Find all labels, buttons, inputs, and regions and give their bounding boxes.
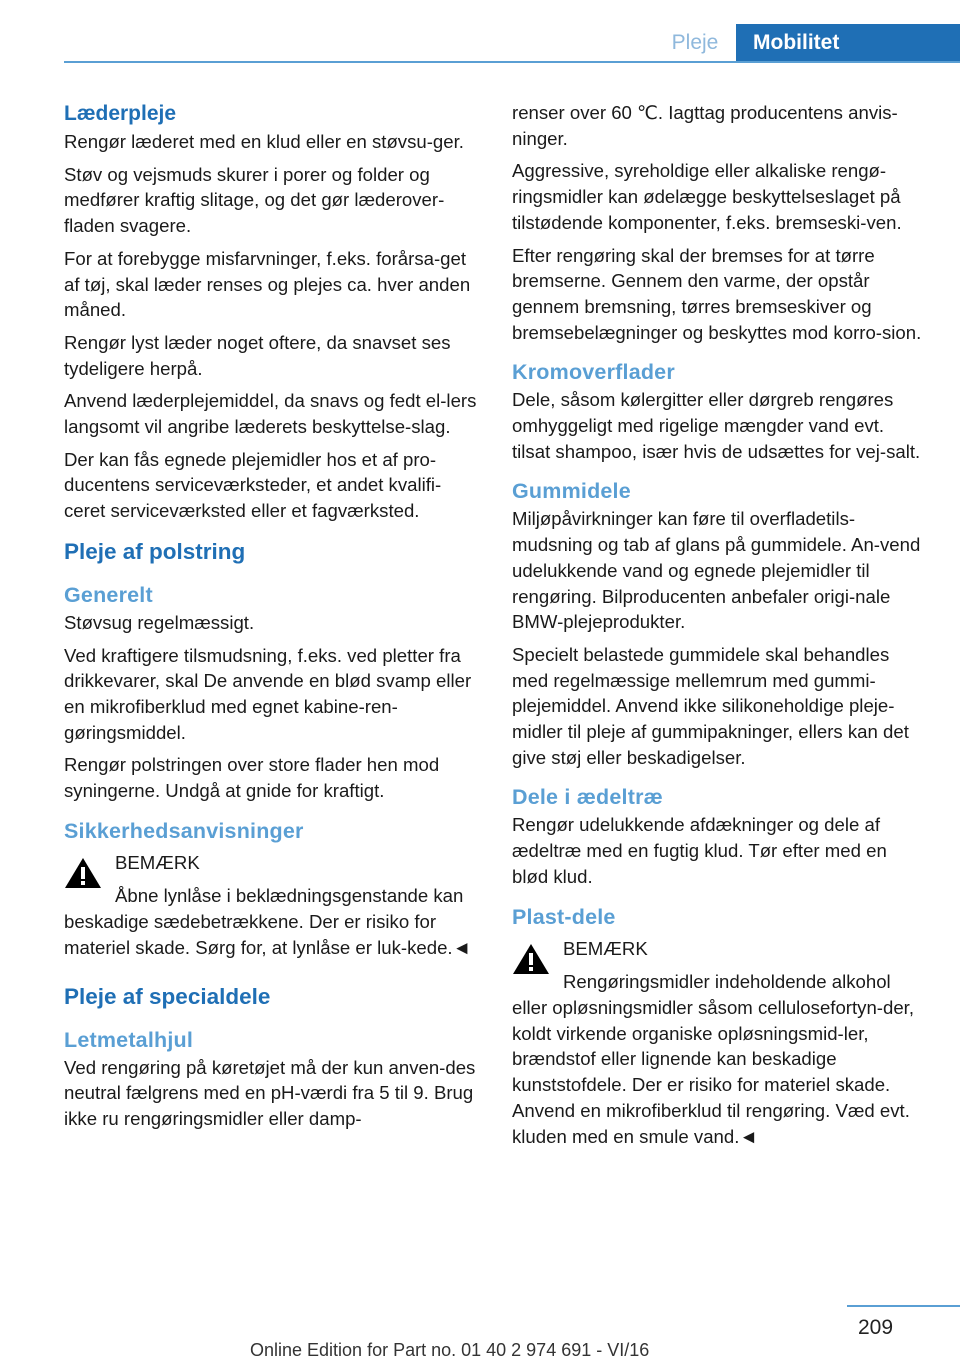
paragraph: Aggressive, syreholdige eller alkaliske rengø-ringsmidler kan ødelægge beskyttelseslaget på tilstødende komponenter, f.eks. bremseski-ven. bbox=[512, 160, 902, 233]
right-column bbox=[512, 100, 926, 1149]
paragraph: Der kan fås egnede plejemidler hos et af pro-ducentens serviceværksteder, et andet kvalifi-ceret serviceværksted eller et fagværksted. bbox=[64, 448, 442, 522]
warning-title: BEMÆRK bbox=[563, 937, 648, 959]
section-title-specialdele: Pleje af specialdele bbox=[64, 983, 271, 1009]
left-column bbox=[64, 100, 480, 1139]
paragraph: Specielt belastede gummidele skal behandles med regelmæssige mellemrum med gummi-plejemiddel. Anvend ikke silikoneholdige pleje-midler til pleje af gummipakninger, ellers kan det give støj eller beskadigelser. bbox=[512, 643, 909, 768]
subsection-title-plast: Plast-dele bbox=[512, 904, 616, 929]
paragraph: Dele, såsom kølergitter eller dørgreb rengøres omhyggeligt med rigelige mængder vand evt. tilsat shampoo, især hvis de udsættes for vej-salt. bbox=[512, 389, 921, 462]
paragraph: Rengør lyst læder noget oftere, da snavset ses tydeligere herpå. bbox=[64, 331, 451, 379]
tab-mobilitet[interactable]: Mobilitet bbox=[736, 24, 960, 61]
subsection-title-gummidele: Gummidele bbox=[512, 479, 631, 504]
paragraph: Rengør læderet med en klud eller en støvsu-ger. bbox=[64, 131, 464, 152]
warning-box bbox=[64, 850, 480, 961]
warning-text: Rengøringsmidler indeholdende alkohol eller opløsningsmidler såsom cellulosefortyn-der, koldt virkende organiske opløsningsmid-ler, brændstof eller lignende kan beskadige kunststofdele. Der er risiko for materiel skade. Anvend en mikrofiberklud til rengøring. Væd evt. kluden med en smule vand.◄ bbox=[512, 971, 914, 1147]
subsection-title-letmetalhjul: Letmetalhjul bbox=[64, 1027, 194, 1052]
warning-text: Åbne lynlåse i beklædningsgenstande kan beskadige sædebetrækkene. Der er risiko for materiel skade. Sørg for, at lynlåse er luk-kede.◄ bbox=[64, 885, 471, 958]
subsection-title-kromoverflader: Kromoverflader bbox=[512, 360, 675, 385]
subsection-title-aedeltrae: Dele i ædeltræ bbox=[512, 785, 663, 810]
warning-icon bbox=[64, 856, 102, 890]
warning-box bbox=[512, 936, 926, 1150]
paragraph: Rengør polstringen over store flader hen mod syningerne. Undgå at gnide for kraftigt. bbox=[64, 754, 440, 802]
tab-pleje[interactable]: Pleje bbox=[671, 30, 719, 54]
subsection-title-sikkerhed: Sikkerhedsanvisninger bbox=[64, 818, 304, 843]
section-title-polstring: Pleje af polstring bbox=[64, 538, 246, 564]
paragraph: Ved kraftigere tilsmudsning, f.eks. ved pletter fra drikkevarer, skal De anvende en blød svamp eller en mikrofiberklud med egnet kabine-ren-gøringsmiddel. bbox=[64, 644, 472, 743]
paragraph: For at forebygge misfarvninger, f.eks. forårsa-get af tøj, skal læder renses og plejes ca. hver anden måned. bbox=[64, 247, 471, 321]
warning-title: BEMÆRK bbox=[115, 851, 200, 873]
header-rule bbox=[64, 61, 960, 63]
warning-icon bbox=[512, 942, 550, 976]
paragraph: Støv og vejsmuds skurer i porer og folder og medfører kraftig slitage, og det gør læderover-fladen svagere. bbox=[64, 163, 445, 237]
paragraph: Ved rengøring på køretøjet må der kun anven-des neutral fælgrens med en pH-værdi fra 5 til 9. Brug ikke ru rengøringsmidler eller damp- bbox=[64, 1056, 476, 1129]
section-title-laederpleje: Læderpleje bbox=[64, 102, 177, 125]
edition-footer: Online Edition for Part no. 01 40 2 974 691 - VI/16 bbox=[250, 1340, 650, 1360]
paragraph: Rengør udelukkende afdækninger og dele af ædeltræ med en fugtig klud. Tør efter med en blød klud. bbox=[512, 814, 887, 887]
footer-rule bbox=[847, 1305, 960, 1307]
paragraph: Anvend læderplejemiddel, da snavs og fedt el-lers langsomt vil angribe læderets beskyttelse-slag. bbox=[64, 390, 477, 438]
paragraph: renser over 60 ℃. Iagttag producentens anvis-ninger. bbox=[512, 102, 898, 149]
paragraph: Miljøpåvirkninger kan føre til overfladetils-mudsning og tab af glans på gummidele. An-vend udelukkende vand og egnede plejemidler til rengøring. Bilproducenten anbefaler origi-nale BMW-plejeprodukter. bbox=[512, 508, 921, 633]
paragraph: Efter rengøring skal der bremses for at tørre bremserne. Gennem den varme, der opstår gennem bremsning, tørres bremseskiver og bremsebelægninger og beskyttes mod korro-sion. bbox=[512, 244, 922, 343]
page-number: 209 bbox=[858, 1316, 894, 1339]
subsection-title-generelt: Generelt bbox=[64, 582, 153, 607]
paragraph: Støvsug regelmæssigt. bbox=[64, 611, 255, 633]
